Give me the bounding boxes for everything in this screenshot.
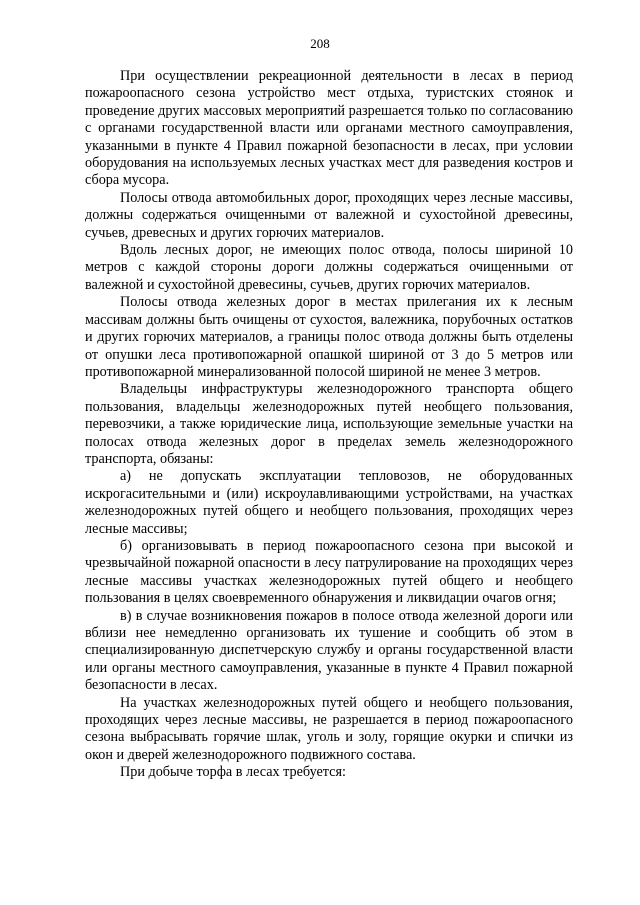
paragraph-road-strips: Полосы отвода автомобильных дорог, проходящих через лесные массивы, должны содержаться очищенными от валежной и сухостойной древесины, сучьев, древесных и других горючих материалов. [85, 189, 573, 241]
paragraph-forest-roads: Вдоль лесных дорог, не имеющих полос отвода, полосы шириной 10 метров с каждой стороны дороги должны содержаться очищенными от валежной и сухостойной древесины, сучьев, других горючих материалов. [85, 242, 573, 293]
list-item-a: а) не допускать эксплуатации тепловозов, не оборудованных искрогасительными и (или) искроулавливающими устройствами, на участках железнодорожных путей общего и необщего пользования, проходящих через лесные массивы; [85, 468, 573, 537]
paragraph-peat-extraction: При добыче торфа в лесах требуется: [120, 764, 346, 781]
paragraph-railway-strips: Полосы отвода железных дорог в местах прилегания их к лесным массивам должны быть очищены от сухостоя, валежника, порубочных остатков и других горючих материалов, а границы полос отвода должны быть отделены от опушки леса противопожарной опашкой шириной от 3 до 5 метров или противопожарной минерализованной полосой шириной не менее 3 метров. [85, 294, 573, 380]
list-item-b: б) организовывать в период пожароопасного сезона при высокой и чрезвычайной пожарной опасности в лесу патрулирование на проходящих через лесные массивы участках железнодорожных путей общего и необщего пользования в целях своевременного обнаружения и ликвидации очагов огня; [85, 537, 573, 607]
paragraph-railway-prohibition: На участках железнодорожных путей общего и необщего пользования, проходящих через лесные массивы, не разрешается в период пожароопасного сезона выбрасывать горячие шлак, уголь и золу, горящие окурки и спички из окон и дверей железнодорожного подвижного состава. [85, 694, 573, 763]
document-body [85, 68, 573, 782]
page-number: 208 [310, 36, 330, 51]
list-item-c: в) в случае возникновения пожаров в полосе отвода железной дороги или вблизи нее немедленно организовать их тушение и сообщить об этом в специализированную диспетчерскую службу и органы государственной власти или органы местного самоуправления, указанные в пункте 4 Правил пожарной безопасности в лесах. [85, 607, 573, 694]
paragraph-railway-owners: Владельцы инфраструктуры железнодорожного транспорта общего пользования, владельцы железнодорожных путей необщего пользования, перевозчики, а также юридические лица, использующие земельные участки на полосах отвода железных дорог в пределах земель железнодорожного транспорта, обязаны: [85, 381, 573, 467]
paragraph-recreation: При осуществлении рекреационной деятельности в лесах в период пожароопасного сезона устройство мест отдыха, туристских стоянок и проведение других массовых мероприятий разрешается только по согласованию с органами государственной власти или органами местного самоуправления, указанными в пункте 4 Правил пожарной безопасности в лесах, при условии оборудования на используемых лесных участках мест для разведения костров и сбора мусора. [85, 68, 573, 189]
